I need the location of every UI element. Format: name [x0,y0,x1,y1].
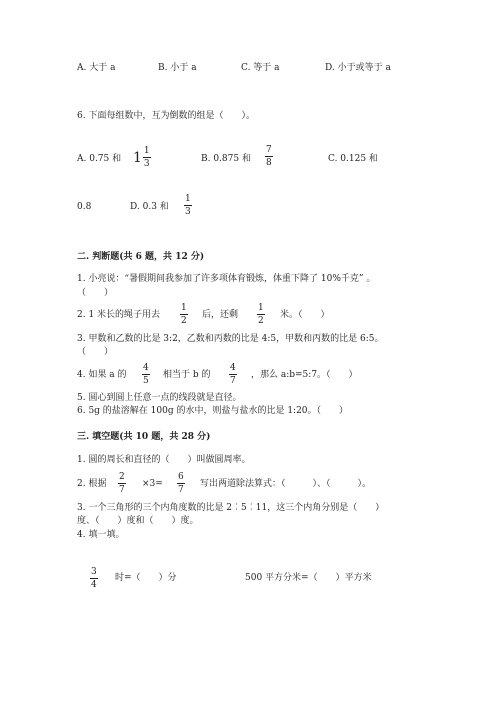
numerator: 7 [266,145,272,155]
numerator: 1 [185,194,191,204]
s3-q4-item2: 500 平方分米=（ ）平方米 [245,573,372,583]
fraction-bar [142,374,150,375]
s2-q2-fraction1 [180,303,188,326]
fraction-bar [177,483,185,484]
s2-q2-part2: 后，还剩 [202,310,239,320]
fraction-bar [229,374,237,375]
q5-option-c: C. 等于 a [241,63,280,73]
fraction-bar [90,578,98,579]
q6-option-d: D. 0.3 和 [130,202,169,212]
q5-option-d: D. 小于或等于 a [325,63,391,73]
q6-option-d-fraction [184,194,192,217]
s3-q2-part2: ×3= [142,479,163,489]
q6-option-a: A. 0.75 和 [77,154,122,164]
fraction-bar [265,156,273,157]
denominator: 5 [143,376,149,386]
denominator: 3 [143,159,150,169]
mixed-whole: 1 [133,149,142,166]
fraction-bar [143,157,151,158]
s3-q4-item1: 时=（ ）分 [115,573,177,583]
fraction-bar [180,314,188,315]
numerator: 4 [230,363,236,373]
q6-option-b: B. 0.875 和 [201,154,251,164]
section-2-title: 二. 判断题(共 6 题，共 12 分) [77,252,205,262]
s3-q4-fraction [90,567,98,590]
numerator: 1 [181,303,187,313]
s2-q2-part3: 米。（ ） [280,310,330,320]
s2-q1-answer-blank: （ ） [77,288,114,298]
denominator: 2 [258,316,264,326]
denominator: 2 [181,316,187,326]
s3-q4: 4. 填一填。 [77,530,125,540]
q5-option-b: B. 小于 a [158,63,197,73]
s2-q4-part1: 4. 如果 a 的 [77,370,127,380]
q6-option-b-fraction [265,145,273,168]
fraction [143,146,151,169]
fraction-bar [184,205,192,206]
q6-option-a-mixed-number [133,146,151,169]
denominator: 7 [178,485,184,495]
s3-q2-part1: 2. 根据 [77,479,107,489]
numerator: 1 [258,303,264,313]
s2-q4-part2: 相当于 b 的 [163,370,211,380]
numerator: 6 [178,472,184,482]
denominator: 3 [185,207,191,217]
denominator: 7 [119,485,125,495]
s2-q1-line1: 1. 小亮说：“暑假期间我参加了许多项体育锻炼，体重下降了 10%千克” 。 [77,274,376,284]
s2-q2-fraction2 [257,303,265,326]
s2-q5: 5. 圆心到圆上任意一点的线段就是直径。 [77,393,242,403]
s3-q2-part3: 写出两道除法算式：（ ）、（ ）。 [200,479,372,489]
s2-q2-part1: 2. 1 米长的绳子用去 [77,310,161,320]
s3-q2-fraction1 [118,472,126,495]
q6-stem: 6. 下面每组数中，互为倒数的组是（ ）。 [77,111,255,121]
fraction-bar [118,483,126,484]
s3-q3-line2: 度、（ ）度和（ ）度。 [77,516,199,526]
s2-q4-part3: ，那么 a:b=5:7。（ ） [251,370,358,380]
s3-q2-fraction2 [177,472,185,495]
numerator: 3 [91,567,97,577]
denominator: 7 [230,376,236,386]
section-3-title: 三. 填空题(共 10 题，共 28 分) [77,432,211,442]
q6-option-d-left: 0.8 [77,202,92,212]
q5-option-a: A. 大于 a [77,63,116,73]
denominator: 4 [91,580,97,590]
s2-q6: 6. 5g 的盐溶解在 100g 的水中，则盐与盐水的比是 1:20。（ ） [77,406,349,416]
denominator: 8 [266,158,272,168]
s2-q4-fraction1 [142,363,150,386]
s3-q1: 1. 圆的周长和直径的（ ）叫做圆周率。 [77,455,251,465]
q6-option-c: C. 0.125 和 [328,154,378,164]
fraction-bar [257,314,265,315]
s2-q3-answer-blank: （ ） [77,347,114,357]
s3-q3-line1: 3. 一个三角形的三个内角度数的比是 2︰5︰11，这三个内角分别是（ ） [77,503,385,513]
numerator: 2 [119,472,125,482]
s2-q4-fraction2 [229,363,237,386]
s2-q3-line1: 3. 甲数和乙数的比是 3:2，乙数和丙数的比是 4:5，甲数和丙数的比是 6:5。 [77,334,384,344]
numerator: 1 [143,146,150,156]
numerator: 4 [143,363,149,373]
